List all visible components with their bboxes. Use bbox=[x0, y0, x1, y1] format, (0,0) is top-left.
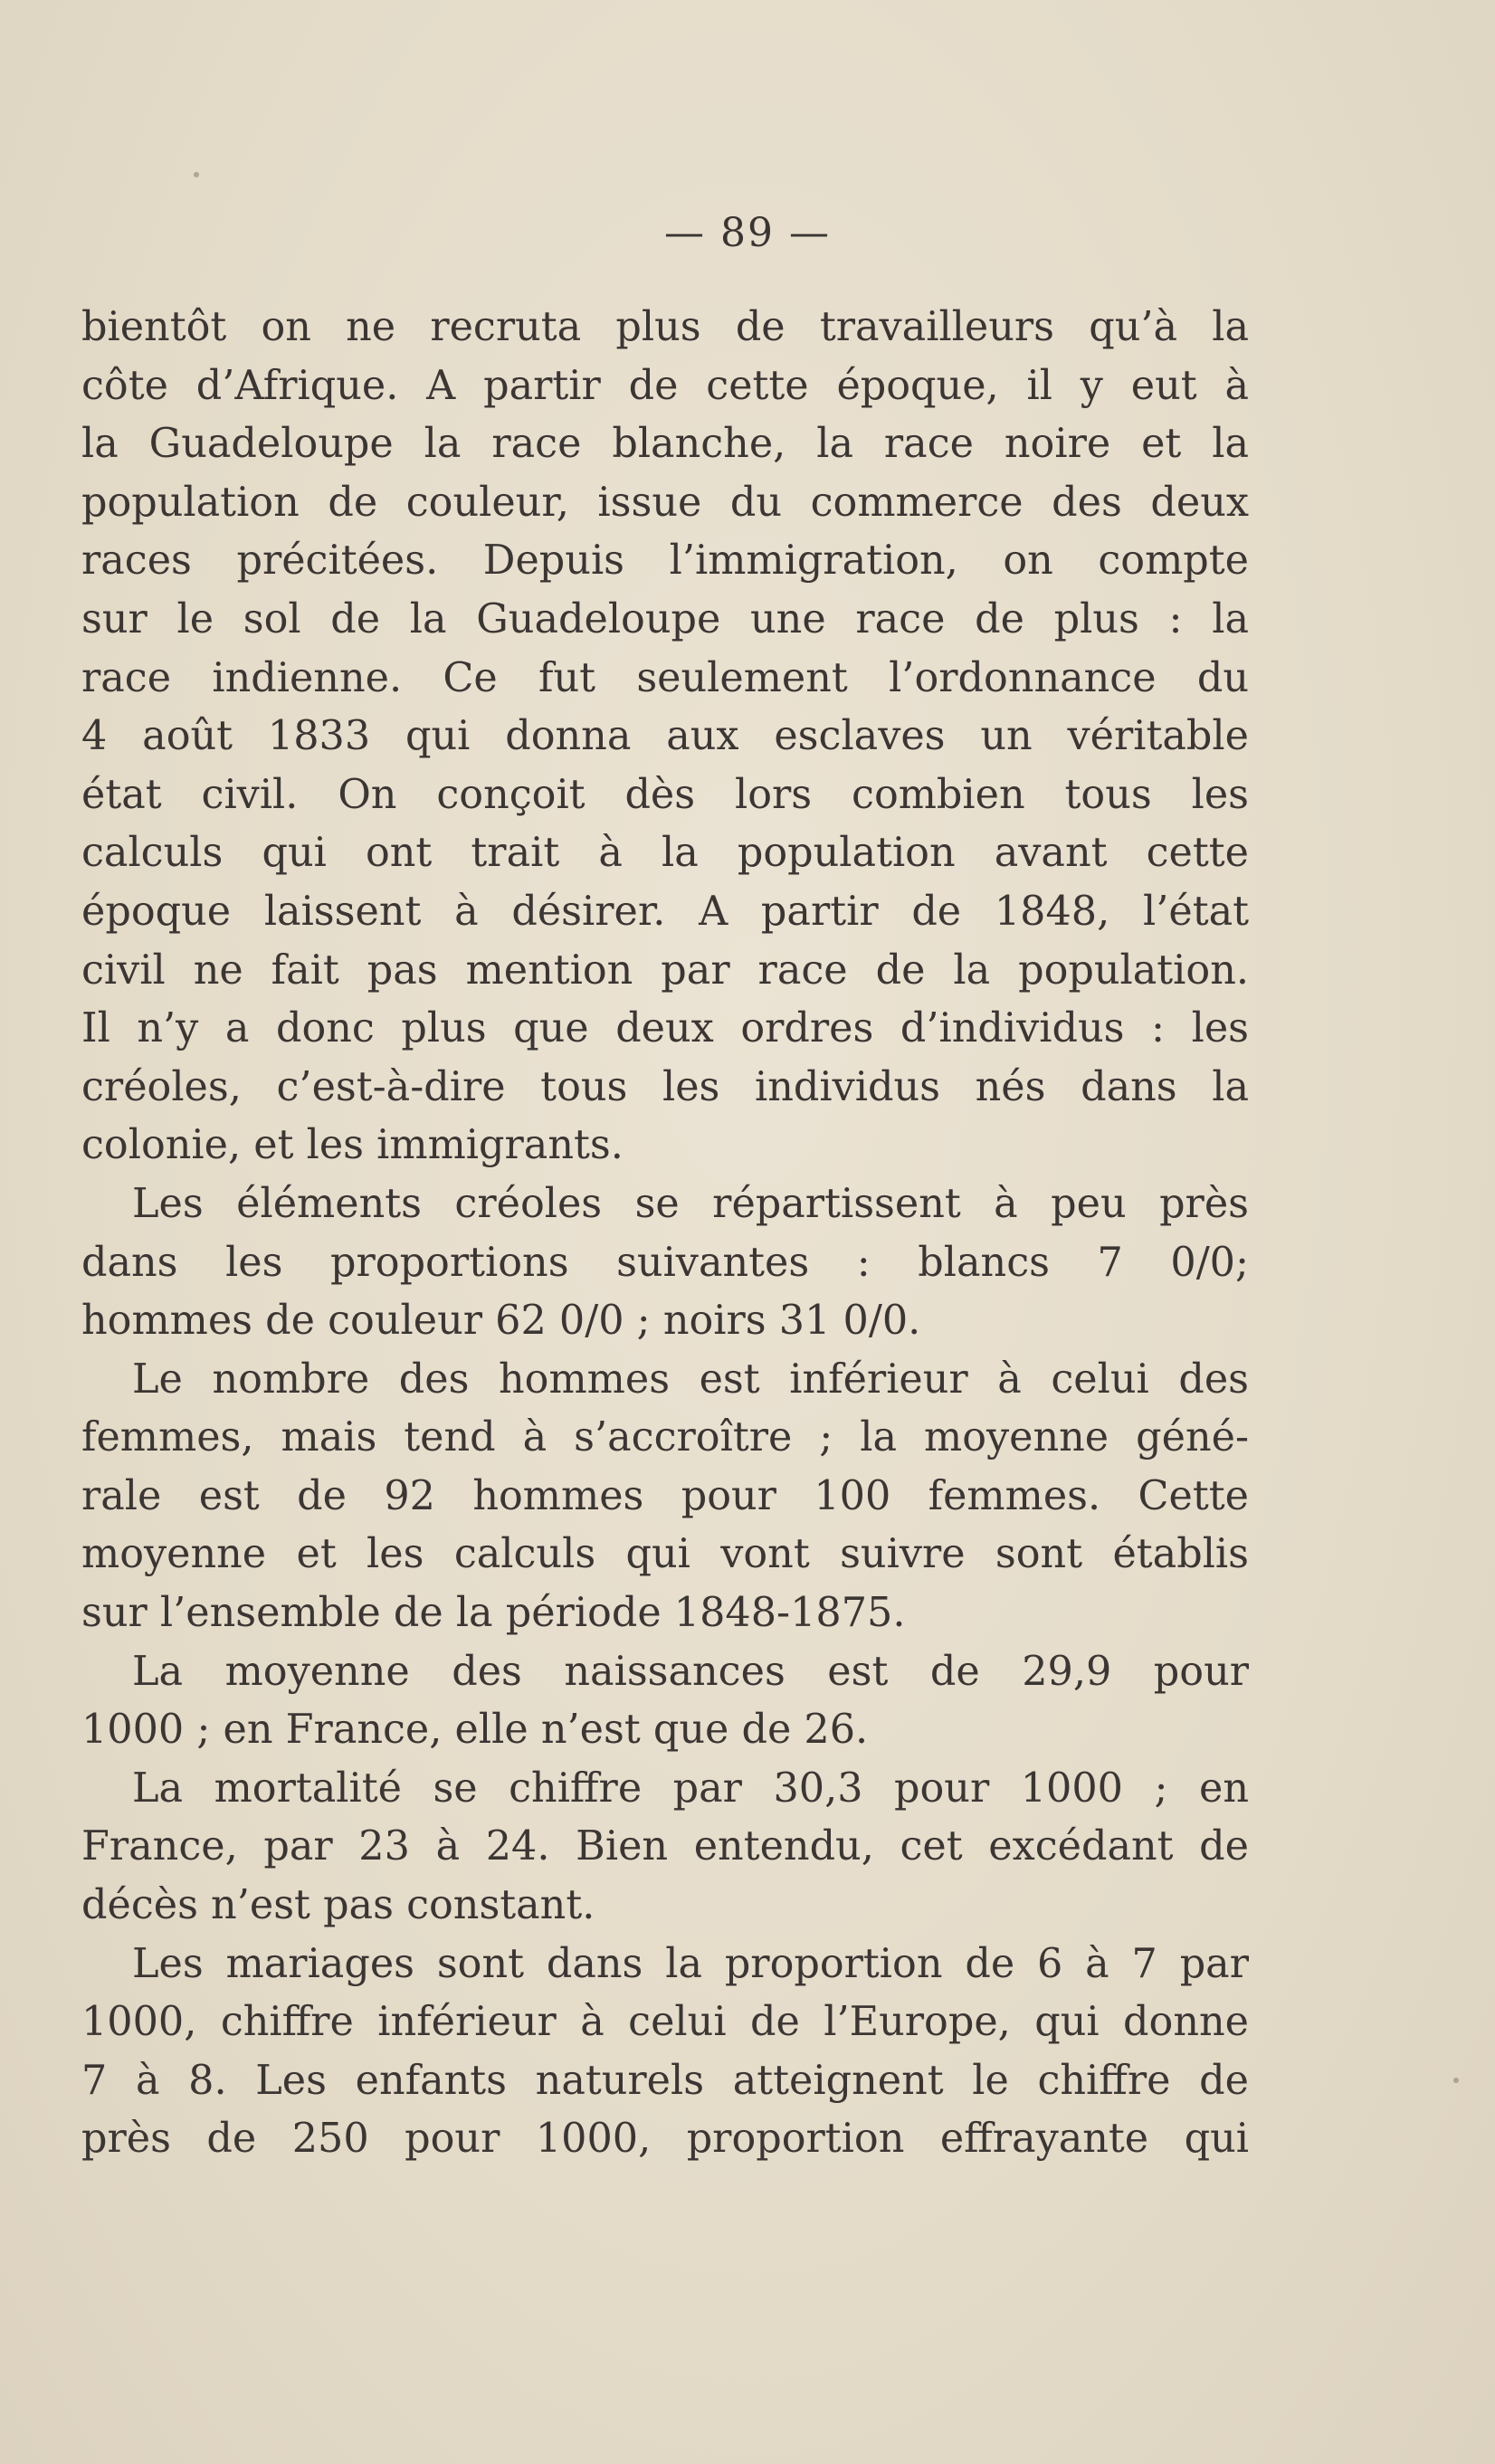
text-line: décès n’est pas constant. bbox=[81, 1882, 595, 1929]
page-number: — 89 — bbox=[664, 210, 831, 256]
text-line: colonie, et les immigrants. bbox=[81, 1122, 624, 1169]
text-line: rale est de 92 hommes pour 100 femmes. Cette bbox=[81, 1472, 1249, 1519]
text-line: 4 août 1833 qui donna aux esclaves un véritable bbox=[81, 713, 1249, 760]
text-line: bientôt on ne recruta plus de travailleurs qu’à la bbox=[81, 304, 1249, 350]
paragraph bbox=[81, 1351, 1249, 1643]
paragraph bbox=[81, 1760, 1249, 1936]
text-line: sur l’ensemble de la période 1848-1875. bbox=[81, 1590, 906, 1637]
paragraph bbox=[81, 299, 1249, 1175]
text-line: époque laissent à désirer. A partir de 1848, l’état bbox=[81, 888, 1249, 935]
text-line: sur le sol de la Guadeloupe une race de plus : la bbox=[81, 595, 1249, 642]
text-line: La mortalité se chiffre par 30,3 pour 1000 ; en bbox=[132, 1765, 1249, 1812]
text-line: femmes, mais tend à s’accroître ; la moyenne géné- bbox=[81, 1414, 1249, 1461]
text-line: Le nombre des hommes est inférieur à celui des bbox=[132, 1356, 1249, 1403]
text-line: 1000, chiffre inférieur à celui de l’Europe, qui donne bbox=[81, 1999, 1249, 2046]
text-line: La moyenne des naissances est de 29,9 pour bbox=[132, 1648, 1249, 1695]
text-line: créoles, c’est-à-dire tous les individus nés dans la bbox=[81, 1063, 1249, 1110]
text-line: dans les proportions suivantes : blancs 7 0/0; bbox=[81, 1239, 1249, 1286]
text-line: 7 à 8. Les enfants naturels atteignent le chiffre de bbox=[81, 2057, 1249, 2104]
paragraph bbox=[81, 1175, 1249, 1351]
paper-speck bbox=[194, 172, 199, 177]
text-line: près de 250 pour 1000, proportion effrayante qui bbox=[81, 2116, 1249, 2163]
paper-speck bbox=[1453, 2078, 1459, 2083]
text-line: calculs qui ont trait à la population avant cette bbox=[81, 830, 1249, 877]
text-line: la Guadeloupe la race blanche, la race noire et la bbox=[81, 421, 1249, 468]
text-line: moyenne et les calculs qui vont suivre sont établis bbox=[81, 1531, 1249, 1578]
text-line: Les mariages sont dans la proportion de 6 à 7 par bbox=[132, 1940, 1249, 1987]
body-text bbox=[81, 299, 1249, 2169]
text-line: Il n’y a donc plus que deux ordres d’individus : les bbox=[81, 1005, 1249, 1052]
text-line: Les éléments créoles se répartissent à peu près bbox=[132, 1180, 1249, 1227]
text-line: civil ne fait pas mention par race de la population. bbox=[81, 947, 1249, 994]
text-line: côte d’Afrique. A partir de cette époque, il y eut à bbox=[81, 362, 1249, 409]
text-line: races précitées. Depuis l’immigration, on compte bbox=[81, 538, 1249, 585]
text-line: état civil. On conçoit dès lors combien tous les bbox=[81, 771, 1249, 818]
text-line: 1000 ; en France, elle n’est que de 26. bbox=[81, 1707, 869, 1754]
text-line: hommes de couleur 62 0/0 ; noirs 31 0/0. bbox=[81, 1298, 921, 1345]
paragraph bbox=[81, 1643, 1249, 1760]
text-line: population de couleur, issue du commerce des deux bbox=[81, 479, 1249, 526]
text-line: race indienne. Ce fut seulement l’ordonnance du bbox=[81, 654, 1249, 701]
paragraph bbox=[81, 1936, 1249, 2169]
text-line: France, par 23 à 24. Bien entendu, cet excédant de bbox=[81, 1823, 1249, 1870]
